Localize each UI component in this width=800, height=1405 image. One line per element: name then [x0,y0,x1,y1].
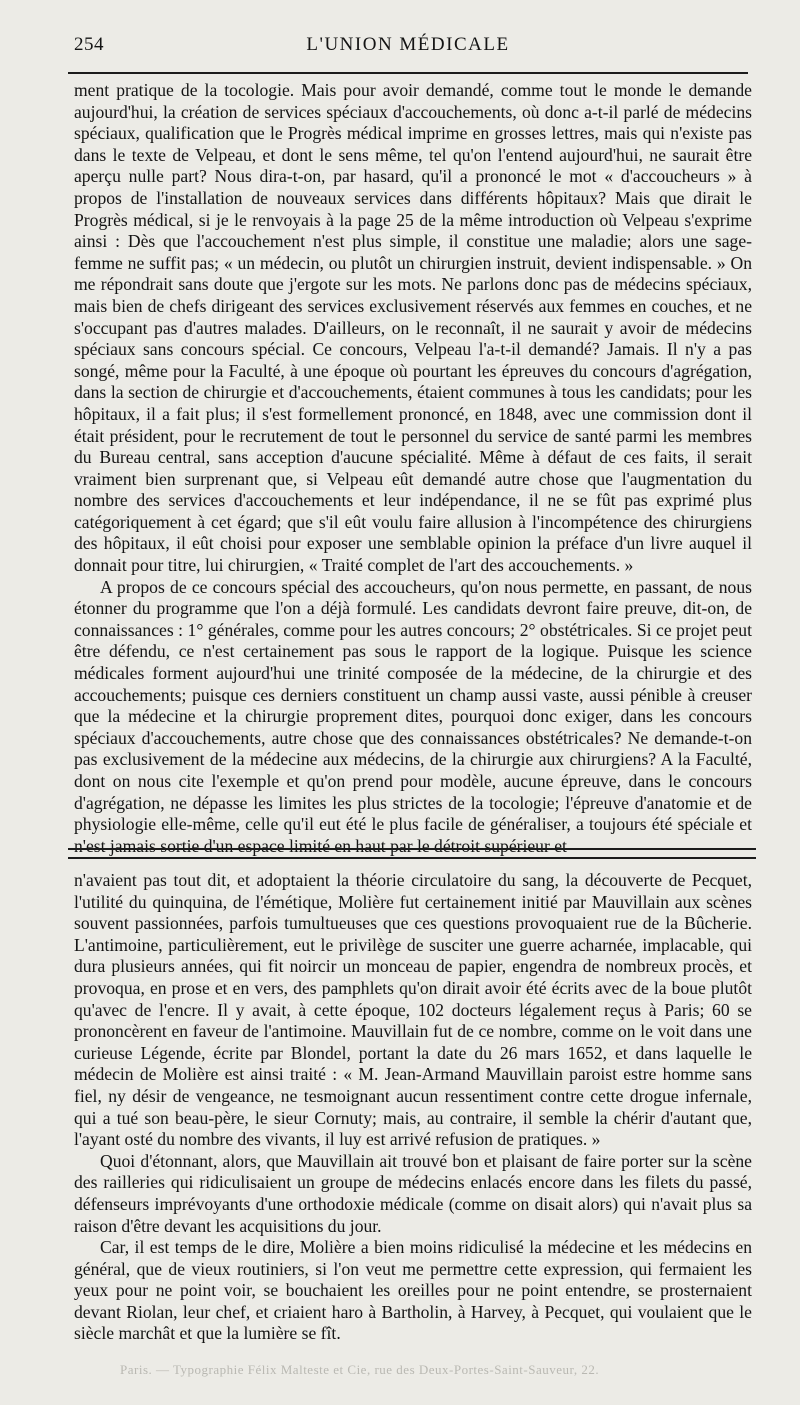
feuilleton-paragraph: Car, il est temps de le dire, Molière a bien moins ridiculisé la médecine et les médecins en général, que de vieux routiniers, si l'on veut me permettre cette expression, qui fermaient les yeux pour ne point voir, se bouchaient les oreilles pour ne point entendre, se prosternaient devant Riolan, leur chef, et criaient haro à Bartholin, à Harvey, à Pecquet, qui voulaient que le siècle marchât et que la lumière se fît. [74,1237,752,1344]
printer-imprint: Paris. — Typographie Félix Malteste et Cie, rue des Deux-Portes-Saint-Sauveur, 22. [120,1362,600,1377]
main-paragraph: A propos de ce concours spécial des accoucheurs, qu'on nous permette, en passant, de nous étonner du programme que l'on a déjà formulé. Les candidats devront faire preuve, dit-on, de connaissances : 1° générales, comme pour les autres concours; 2° obstétricales. Si ce projet peut être défendu, ce n'est certainement pas sous le rapport de la logique. Puisque les science médicales forment aujourd'hui une trinité composée de la médecine, de la chirurgie et des accouchements; puisque ces derniers constituent un champ aussi vaste, aussi pénible à creuser que la médecine et la chirurgie proprement dites, pourquoi donc exiger, dans les concours spéciaux d'accouchements, autre chose que des connaissances obstétricales? Ne demande-t-on pas exclusivement de la médecine aux médecins, de la chirurgie aux chirurgiens? A la Faculté, dont on nous cite l'exemple et qu'on prend pour modèle, aucune épreuve, dans le concours d'agrégation, ne dépasse les limites les plus strictes de la tocologie; l'épreuve d'anatomie et de physiologie elle-même, celle qu'il eut été le plus facile de généraliser, a toujours été spéciale et n'est jamais sortie d'un espace limité en haut par le détroit supérieur et [74,576,752,856]
journal-title: L'UNION MÉDICALE [306,34,510,55]
feuilleton-article [74,870,752,1345]
feuilleton-divider [68,848,756,859]
main-article [74,80,752,857]
feuilleton-paragraph: n'avaient pas tout dit, et adoptaient la théorie circulatoire du sang, la découverte de Pecquet, l'utilité du quinquina, de l'émétique, Molière fut certainement initié par Mauvillain aux scènes souvent passionnées, parfois tumultueuses que ces questions provoquaient rue de la Bûcherie. L'antimoine, particulièrement, eut le privilège de susciter une guerre acharnée, implacable, qui dura plusieurs années, qui fit noircir un monceau de papier, engendra de nombreux procès, et provoqua, en prose et en vers, des pamphlets qu'on dirait avoir été écrits avec de la boue plutôt qu'avec de l'encre. Il y avait, à cette époque, 102 docteurs légalement reçus à Paris; 60 se prononcèrent en faveur de l'antimoine. Mauvillain fut de ce nombre, comme on le voit dans une curieuse Légende, écrite par Blondel, portant la date du 26 mars 1652, et dans laquelle le médecin de Molière est ainsi traité : « M. Jean-Armand Mauvillain paroist estre homme sans fiel, ny désir de vengeance, ne tesmoignant aucun ressentiment contre cette drogue infernale, qui a tué son beau-père, le sieur Cornuty; mais, au contraire, il semble la chérir d'autant que, l'ayant osté du nombre des vivants, il luy est arrivé refusion de pratiques. » [74,870,752,1150]
header-rule [68,72,748,74]
main-paragraph: ment pratique de la tocologie. Mais pour avoir demandé, comme tout le monde le demande aujourd'hui, la création de services spéciaux d'accouchements, où donc a-t-il parlé de médecins spéciaux, qualification que le Progrès médical imprime en grosses lettres, mais qui n'existe pas dans le texte de Velpeau, et dont le sens même, tel qu'on l'entend aujourd'hui, ne saurait être aperçu nulle part? Nous dira-t-on, par hasard, qu'il a prononcé le mot « d'accoucheurs » à propos de l'installation de nouveaux services dans différents hôpitaux? Mais que dirait le Progrès médical, si je le renvoyais à la page 25 de la même introduction où Velpeau s'exprime ainsi : Dès que l'accouchement n'est plus simple, il constitue une maladie; alors une sage-femme ne suffit pas; « un médecin, ou plutôt un chirurgien instruit, devient indispensable. » On me répondrait sans doute que j'ergote sur les mots. Ne parlons donc pas de médecins spéciaux, mais bien de chefs dirigeant des services exclusivement réservés aux femmes en couches, et ne s'occupant pas d'autres malades. D'ailleurs, on le reconnaît, il ne saurait y avoir de médecins spéciaux sans concours spécial. Ce concours, Velpeau l'a-t-il demandé? Jamais. Il n'y a pas songé, même pour la Faculté, à une époque où pourtant les épreuves du concours d'agrégation, dans la section de chirurgie et d'accouchements, étaient communes à tous les candidats; pour les hôpitaux, il a fait plus; il s'est formellement prononcé, en 1848, avec une commission dont il était président, pour le recrutement de tout le personnel du service de santé parmi les membres du Bureau central, sans acception d'aucune spécialité. Même à défaut de ces faits, il serait vraiment bien surprenant que, si Velpeau eût demandé autre chose que l'augmentation du nombre des services d'accouchements et leur indépendance, il ne se fût pas exprimé plus catégoriquement à cet égard; que s'il eût voulu faire allusion à l'incompétence des chirurgiens des hôpitaux, il eût choisi pour exposer une semblable opinion la préface d'un livre auquel il donnait pour titre, lui chirurgien, « Traité complet de l'art des accouchements. » [74,80,752,576]
page-header [74,34,742,64]
feuilleton-paragraph: Quoi d'étonnant, alors, que Mauvillain ait trouvé bon et plaisant de faire porter sur la scène des railleries qui ridiculisaient un groupe de médecins enlacés encore dans les filets du passé, défenseurs imprévoyants d'une orthodoxie médicale (comme on disait alors) qui n'avait plus sa raison d'être devant les acquisitions du jour. [74,1150,752,1236]
page-number: 254 [74,34,104,55]
